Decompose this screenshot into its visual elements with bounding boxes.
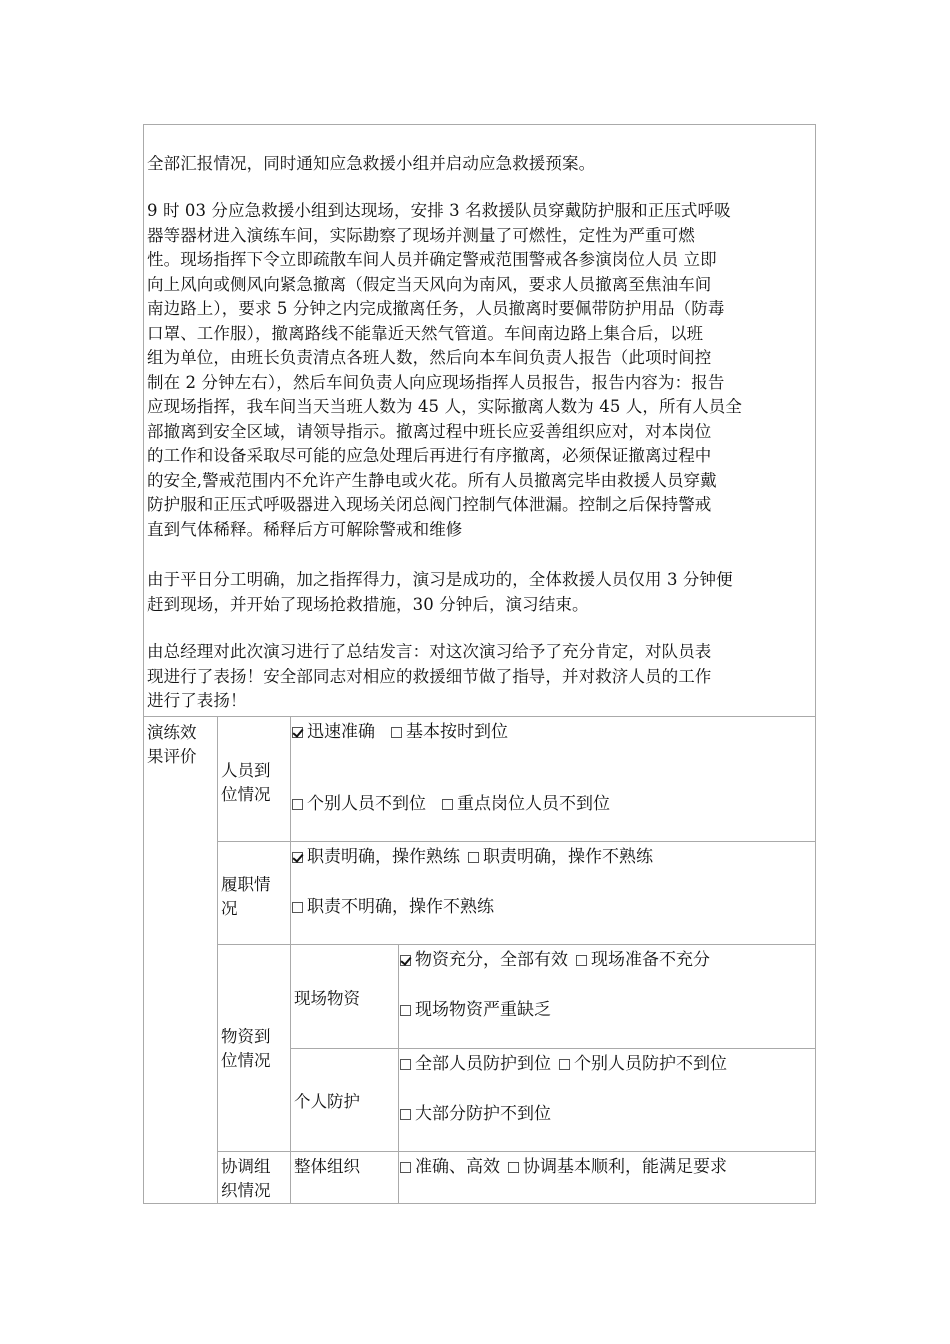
paragraph-summary: 由总经理对此次演习进行了总结发言：对这次演习给予了充分肯定，对队员表 现进行了表扬！安全部同志对相应的救援细节做了指导，并对救济人员的工作 进行了表扬！ [147, 642, 712, 710]
checkbox-unchecked-icon[interactable] [442, 799, 453, 810]
option-label: 职责明确，操作熟练 [307, 847, 460, 867]
table-col2-divider [290, 716, 291, 1203]
option-label: 全部人员防护到位 [415, 1054, 551, 1074]
row-label-coordination: 协调组 织情况 [221, 1157, 271, 1200]
document-frame [143, 124, 816, 1204]
option-label: 个别人员不到位 [307, 794, 426, 814]
checkbox-unchecked-icon[interactable] [400, 1005, 411, 1016]
option-label: 现场物资严重缺乏 [415, 1000, 551, 1020]
checkbox-unchecked-icon[interactable] [292, 902, 303, 913]
row-label-personnel: 人员到 位情况 [221, 761, 271, 804]
checkbox-checked-icon[interactable] [400, 955, 411, 966]
options-line [292, 720, 508, 744]
subrow-label-personal-protection: 个人防护 [294, 1092, 360, 1111]
options-line [292, 845, 653, 869]
paragraph-rescue-process: 9 时 03 分应急救援小组到达现场，安排 3 名救援队员穿戴防护服和正压式呼吸 器等器材进入演练车间，实际勘察了现场并测量了可燃性，定性为严重可燃 性。现场指挥下令立即疏散车间人员并确定警戒范围警戒各参演岗位人员 立即 向上风向或侧风向紧急撤离（假定当天风向为南风，要求人员撤离至焦油车间 南边路上），要求 5 分钟之内完成撤离任务，人员撤离时要佩带防护用品（防毒 口罩、工作服），撤离路线不能靠近天然气管道。车间南边路上集合后，以班 组为单位，由班长负责清点各班人数，然后向本车间负责人报告（此项时间控 制在 2 分钟左右），然后车间负责人向应现场指挥人员报告，报告内容为：报告 应现场指挥，我车间当天当班人数为 45 人，实际撤离人数为 45 人，所有人员全 部撤离到安全区域，请领导指示。撤离过程中班长应妥善组织应对，对本岗位 的工作和设备采取尽可能的应急处理后再进行有序撤离，必须保证撤离过程中 的安全,警戒范围内不允许产生静电或火花。所有人员撤离完毕由救援人员穿戴 防护服和正压式呼吸器进入现场关闭总阀门控制气体泄漏。控制之后保持警戒 直到气体稀释。稀释后方可解除警戒和维修 [147, 201, 742, 539]
checkbox-unchecked-icon[interactable] [400, 1109, 411, 1120]
options-line [292, 792, 610, 816]
checkbox-unchecked-icon[interactable] [391, 727, 402, 738]
checkbox-unchecked-icon[interactable] [576, 955, 587, 966]
options-line [292, 895, 494, 919]
table-row3-bottom [217, 1151, 815, 1152]
checkbox-unchecked-icon[interactable] [508, 1162, 519, 1173]
options-line [400, 1102, 551, 1126]
table-col3-divider [398, 944, 399, 1203]
subrow-label-site-materials: 现场物资 [294, 989, 360, 1008]
options-line [400, 998, 551, 1022]
paragraph-report: 全部汇报情况，同时通知应急救援小组并启动应急救援预案。 [147, 154, 596, 173]
options-line [400, 948, 710, 972]
option-label: 迅速准确 [307, 722, 375, 742]
checkbox-unchecked-icon[interactable] [559, 1059, 570, 1070]
option-label: 现场准备不充分 [591, 950, 710, 970]
checkbox-checked-icon[interactable] [292, 727, 303, 738]
option-label: 个别人员防护不到位 [574, 1054, 727, 1074]
checkbox-unchecked-icon[interactable] [292, 799, 303, 810]
checkbox-unchecked-icon[interactable] [400, 1059, 411, 1070]
option-label: 大部分防护不到位 [415, 1104, 551, 1124]
option-label: 物资充分，全部有效 [415, 950, 568, 970]
table-col1-divider [217, 716, 218, 1203]
option-label: 基本按时到位 [406, 722, 508, 742]
paragraph-result: 由于平日分工明确，加之指挥得力，演习是成功的，全体救援人员仅用 3 分钟便 赶到现场，并开始了现场抢救措施，30 分钟后，演习结束。 [147, 570, 733, 614]
row-label-materials: 物资到 位情况 [221, 1027, 271, 1070]
option-label: 职责不明确，操作不熟练 [307, 897, 494, 917]
subrow-label-overall-organization: 整体组织 [294, 1157, 360, 1176]
option-label: 协调基本顺利，能满足要求 [523, 1157, 727, 1177]
row-label-duty: 履职情 况 [221, 875, 271, 918]
table-row1-bottom [217, 841, 815, 842]
checkbox-unchecked-icon[interactable] [468, 852, 479, 863]
option-label: 准确、高效 [415, 1157, 500, 1177]
table-top-border [144, 716, 815, 717]
options-line [400, 1155, 727, 1179]
checkbox-checked-icon[interactable] [292, 852, 303, 863]
option-label: 职责明确，操作不熟练 [483, 847, 653, 867]
checkbox-unchecked-icon[interactable] [400, 1162, 411, 1173]
option-label: 重点岗位人员不到位 [457, 794, 610, 814]
table-subrow-divider [290, 1048, 815, 1049]
table-row2-bottom [217, 944, 815, 945]
section-label-evaluation: 演练效 果评价 [147, 723, 197, 766]
options-line [400, 1052, 727, 1076]
